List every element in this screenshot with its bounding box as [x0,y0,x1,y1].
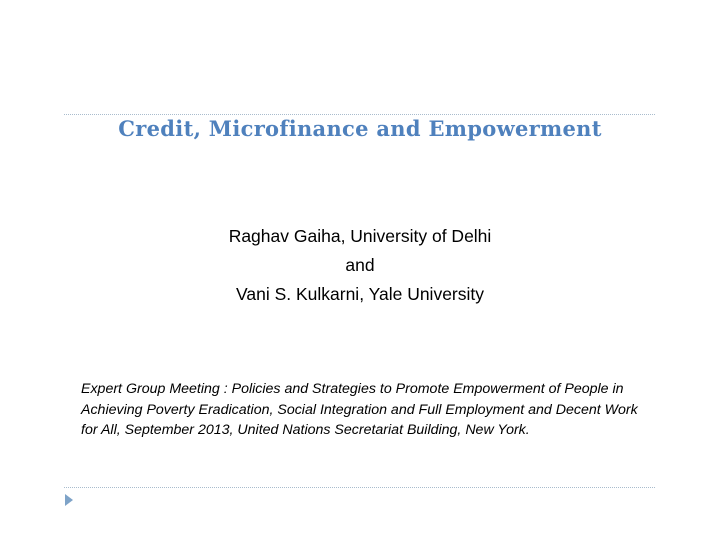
meeting-note: Expert Group Meeting : Policies and Strategies to Promote Empowerment of People in Achieving Poverty Eradication, Social Integration and Full Employment and Decent Work for All, September 2013, United Nations Secretariat Building, New York. [81,381,638,438]
authors-block [0,222,720,309]
bottom-divider [64,487,655,488]
author-line-2: and [345,255,375,275]
triangle-bullet-icon [65,494,73,506]
author-line-3: Vani S. Kulkarni, Yale University [235,284,485,304]
author-line-1: Raghav Gaiha, University of Delhi [228,226,492,246]
slide-title: Credit, Microfinance and Empowerment [118,116,602,141]
top-divider [64,114,655,115]
